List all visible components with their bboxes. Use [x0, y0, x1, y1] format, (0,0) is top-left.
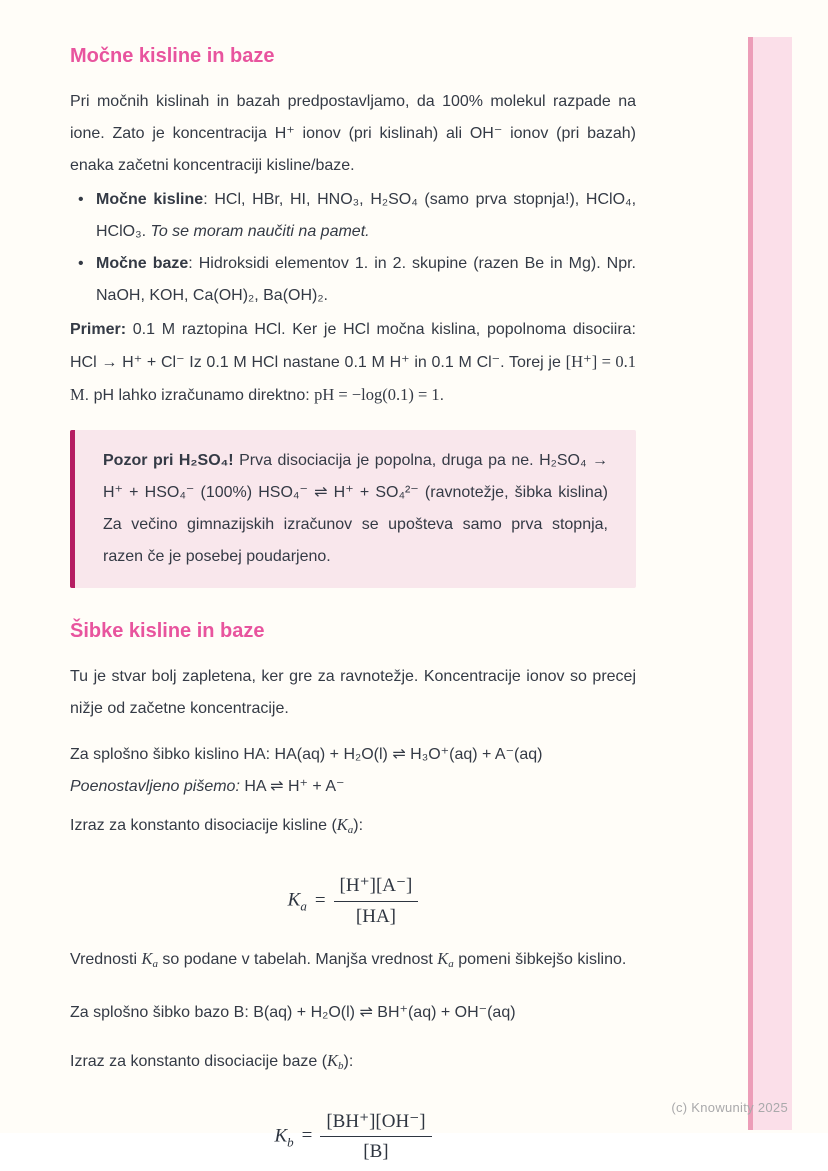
copyright-footer: (c) Knowunity 2025: [671, 1100, 788, 1115]
right-accent-band: [753, 37, 792, 1130]
list-item-strong-bases: • Močne baze: Hidroksidi elementov 1. in 2. skupine (razen Be in Mg). Npr. NaOH, KOH, Ca(OH)₂, Ba(OH)₂.: [96, 248, 636, 312]
list-item-strong-acids: • Močne kisline: HCl, HBr, HI, HNO₃, H₂SO₄ (samo prva stopnja!), HClO₄, HClO₃. To se moram naučiti na pamet.: [96, 184, 636, 248]
weak-intro-paragraph: Tu je stvar bolj zapletena, ker gre za ravnotežje. Koncentracije ionov so precej nižje od začetne koncentracije.: [70, 668, 636, 717]
ka-denominator: [HA]: [355, 905, 396, 927]
kb-expression-label: Izraz za konstanto disociacije baze (Kb):: [70, 1050, 354, 1072]
ka-symbol: K: [287, 889, 301, 911]
kb-formula: [70, 1110, 636, 1165]
equals-sign: =: [314, 889, 326, 911]
example-paragraph: Primer: 0.1 M raztopina HCl. Ker je HCl močna kislina, popolnoma disociira: HCl → H⁺ + Cl⁻ Iz 0.1 M HCl nastane 0.1 M H⁺ in 0.1 M Cl⁻. Torej je [H⁺] = 0.1 M. pH lahko izračunamo direktno: pH = −log(0.1) = 1.: [70, 321, 637, 404]
kb-subscript: b: [287, 1133, 294, 1149]
section-title-weak-acids: Šibke kisline in baze: [70, 620, 265, 642]
general-weak-acid-equation: Za splošno šibko kislino HA: HA(aq) + H₂O(l) ⇌ H₃O⁺(aq) + A⁻(aq) Poenostavljeno pišemo: HA ⇌ H⁺ + A⁻: [70, 746, 543, 795]
ka-values-note: Vrednosti Ka so podane v tabelah. Manjša vrednost Ka pomeni šibkejšo kislino.: [70, 948, 627, 970]
strong-list: [70, 184, 636, 312]
ka-subscript: a: [300, 898, 307, 914]
ka-fraction: [334, 874, 419, 929]
ka-expression-label: Izraz za konstanto disociacije kisline (Ka):: [70, 815, 364, 836]
warning-callout: [70, 430, 636, 588]
section-title-strong-acids: Močne kisline in baze: [70, 45, 275, 67]
kb-fraction: [320, 1110, 431, 1165]
equals-sign: =: [301, 1125, 313, 1147]
general-weak-base-equation: Za splošno šibko bazo B: B(aq) + H₂O(l) ⇌ BH⁺(aq) + OH⁻(aq): [70, 1003, 516, 1021]
kb-numerator: [BH⁺][OH⁻]: [320, 1110, 431, 1138]
warning-callout-text: Pozor pri H₂SO₄! Prva disociacija je popolna, druga pa ne. H₂SO₄ → H⁺ + HSO₄⁻ (100%) HSO₄⁻ ⇌ H⁺ + SO₄²⁻ (ravnotežje, šibka kislina) Za večino gimnazijskih izračunov se upošteva samo prva stopnja, razen če je posebej poudarjeno.: [103, 452, 609, 565]
page-content: [70, 0, 636, 1170]
ka-formula: [70, 874, 636, 929]
kb-denominator: [B]: [363, 1141, 389, 1163]
strong-intro-paragraph: Pri močnih kislinah in bazah predpostavljamo, da 100% molekul razpade na ione. Zato je koncentracija H⁺ ionov (pri kislinah) ali OH⁻ ionov (pri bazah) enaka začetni koncentraciji kisline/baze.: [70, 93, 636, 174]
kb-symbol: K: [274, 1125, 288, 1147]
ka-numerator: [H⁺][A⁻]: [334, 874, 419, 902]
